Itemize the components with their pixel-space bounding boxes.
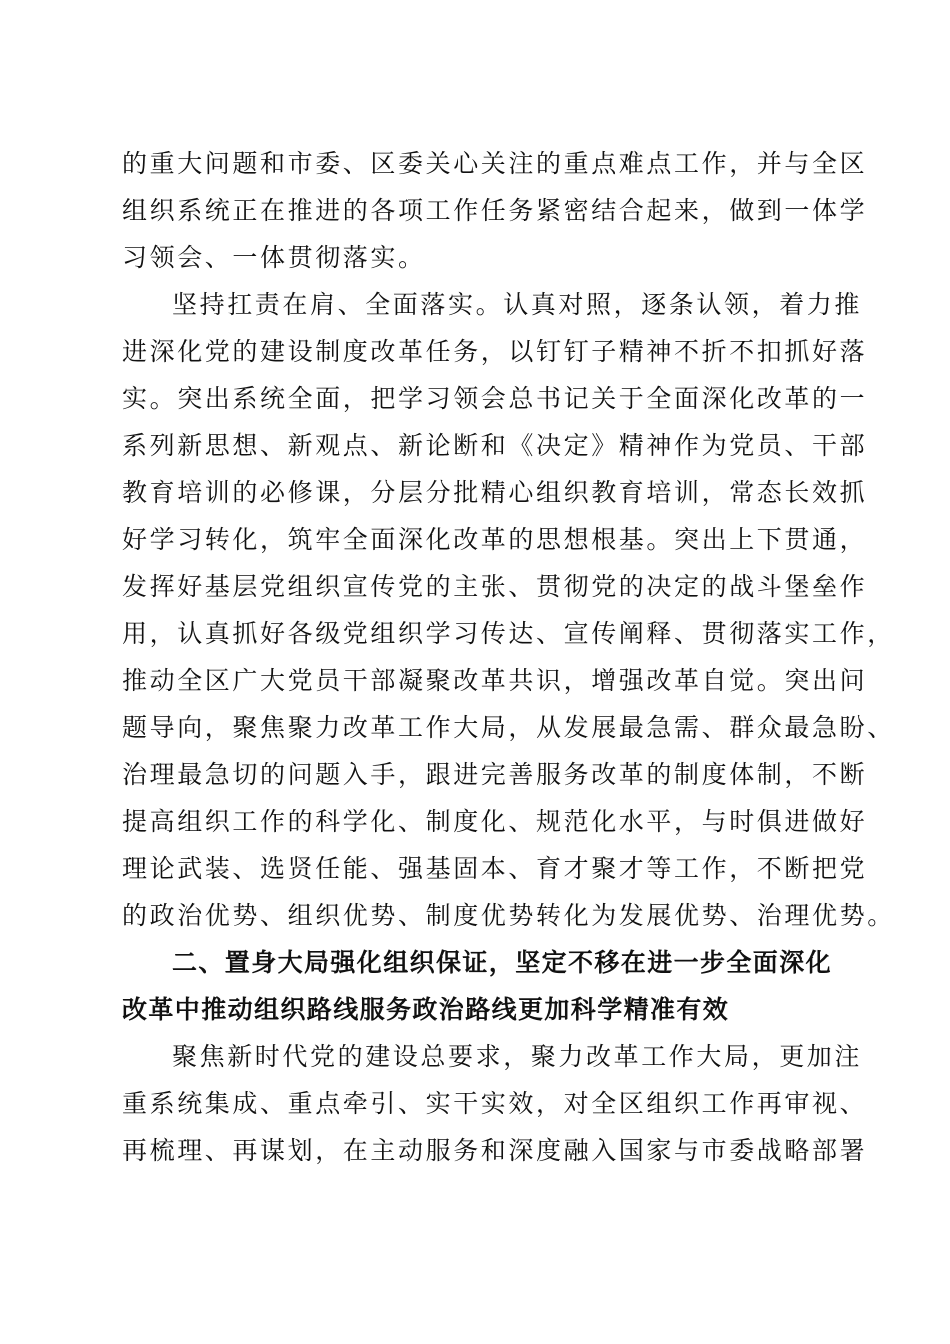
body-text-line: 习领会、一体贯彻落实。 — [122, 243, 426, 272]
body-text-line: 实。突出系统全面，把学习领会总书记关于全面深化改革的一 — [122, 384, 868, 413]
body-text-line: 的重大问题和市委、区委关心关注的重点难点工作，并与全区 — [122, 149, 868, 178]
body-text-line: 好学习转化，筑牢全面深化改革的思想根基。突出上下贯通， — [122, 525, 868, 554]
body-text-line: 用，认真抓好各级党组织学习传达、宣传阐释、贯彻落实工作， — [122, 619, 895, 648]
body-text-line: 题导向，聚焦聚力改革工作大局，从发展最急需、群众最急盼、 — [122, 713, 895, 742]
body-text-line: 理论武装、选贤任能、强基固本、育才聚才等工作，不断把党 — [122, 854, 868, 883]
body-text-line: 提高组织工作的科学化、制度化、规范化水平，与时俱进做好 — [122, 807, 868, 836]
paragraph-first-line: 聚焦新时代党的建设总要求，聚力改革工作大局，更加注 — [172, 1042, 863, 1071]
body-text-line: 再梳理、再谋划，在主动服务和深度融入国家与市委战略部署 — [122, 1136, 868, 1165]
body-text-line: 进深化党的建设制度改革任务，以钉钉子精神不折不扣抓好落 — [122, 337, 868, 366]
body-text-line: 重系统集成、重点牵引、实干实效，对全区组织工作再审视、 — [122, 1089, 868, 1118]
body-text-line: 治理最急切的问题入手，跟进完善服务改革的制度体制，不断 — [122, 760, 868, 789]
section-heading-continued: 改革中推动组织路线服务政治路线更加科学精准有效 — [122, 995, 730, 1024]
paragraph-first-line: 坚持扛责在肩、全面落实。认真对照，逐条认领，着力推 — [172, 290, 863, 319]
body-text-line: 系列新思想、新观点、新论断和《决定》精神作为党员、干部 — [122, 431, 868, 460]
section-heading: 二、置身大局强化组织保证，坚定不移在进一步全面深化 — [172, 948, 833, 977]
body-text-line: 的政治优势、组织优势、制度优势转化为发展优势、治理优势。 — [122, 901, 895, 930]
body-text-line: 发挥好基层党组织宣传党的主张、贯彻党的决定的战斗堡垒作 — [122, 572, 868, 601]
body-text-line: 教育培训的必修课，分层分批精心组织教育培训，常态长效抓 — [122, 478, 868, 507]
body-text-line: 推动全区广大党员干部凝聚改革共识，增强改革自觉。突出问 — [122, 666, 868, 695]
body-text-line: 组织系统正在推进的各项工作任务紧密结合起来，做到一体学 — [122, 196, 868, 225]
